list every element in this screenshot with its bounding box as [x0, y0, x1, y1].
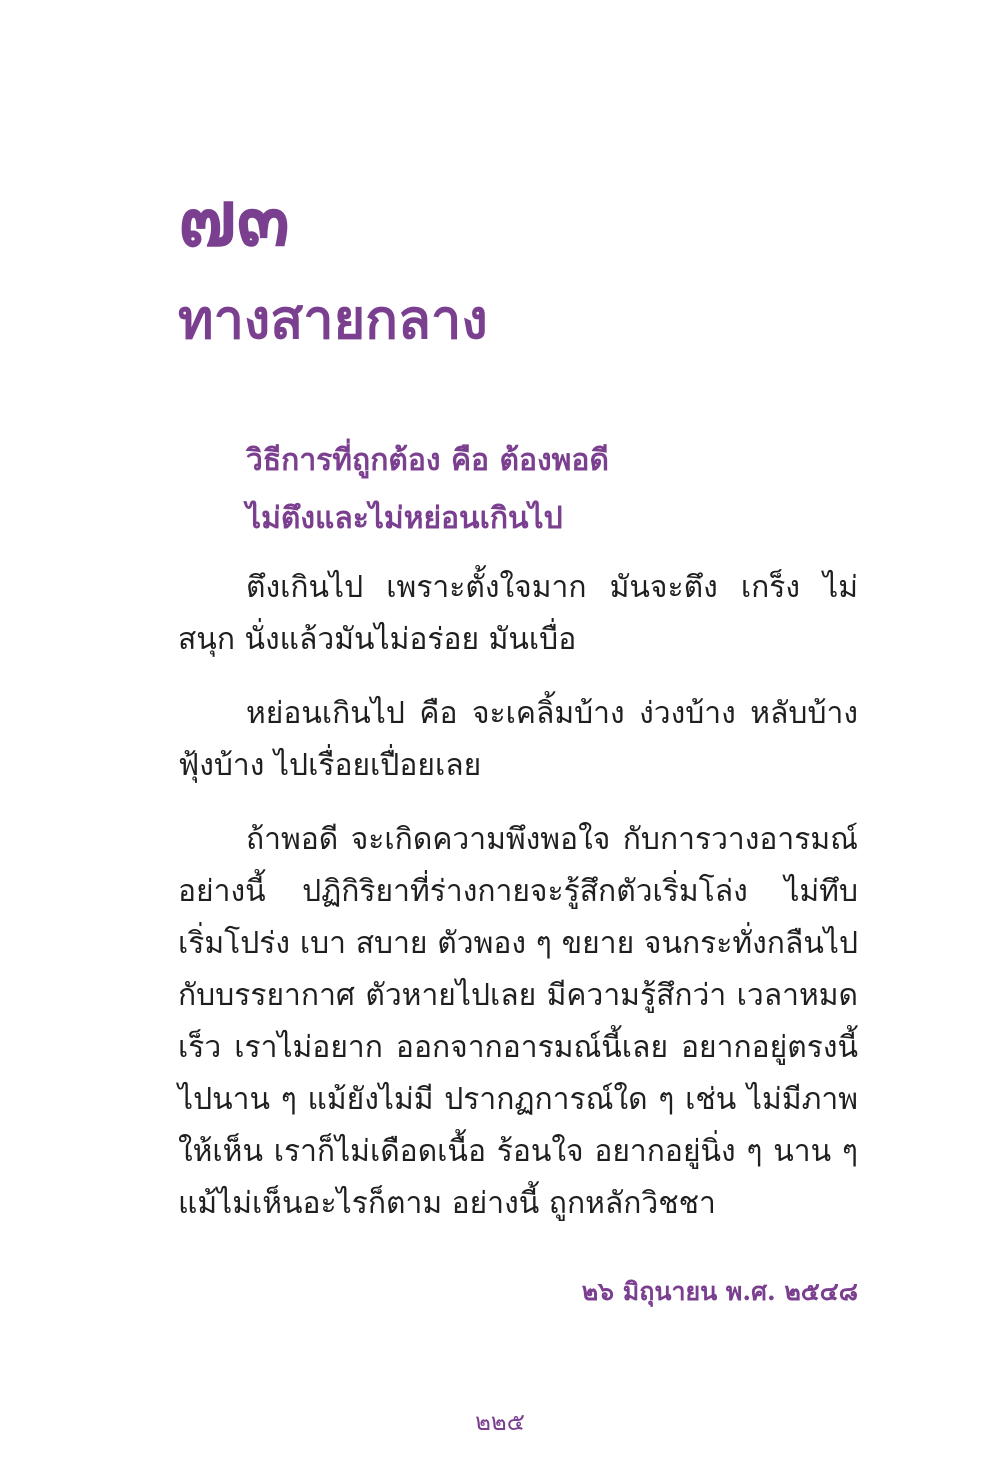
epigraph [246, 432, 866, 548]
page-number: ๒๒๕ [475, 1408, 525, 1436]
chapter-number: ๗๓ [178, 173, 290, 264]
body-text [178, 562, 858, 1252]
paragraph: ถ้าพอดี จะเกิดความพึงพอใจ กับการวางอารมณ์ อย่างนี้ ปฏิกิริยาที่ร่างกายจะรู้สึกตัวเริ่มโล่ง ไม่ทึบ เริ่มโปร่ง เบา สบาย ตัวพอง ๆ ขยาย จนกระทั่งกลืนไปกับบรรยากาศ ตัวหายไปเลย มีความรู้สึกว่า เวลาหมดเร็ว เราไม่อยาก ออกจากอารมณ์นี้เลย อยากอยู่ตรงนี้ไปนาน ๆ แม้ยังไม่มี ปรากฏการณ์ใด ๆ เช่น ไม่มีภาพให้เห็น เราก็ไม่เดือดเนื้อ ร้อนใจ อยากอยู่นิ่ง ๆ นาน ๆ แม้ไม่เห็นอะไรก็ตาม อย่างนี้ ถูกหลักวิชชา [178, 822, 858, 1221]
date-line: ๒๖ มิถุนายน พ.ศ. ๒๕๔๘ [581, 1277, 858, 1306]
paragraph: หย่อนเกินไป คือ จะเคลิ้มบ้าง ง่วงบ้าง หลับบ้าง ฟุ้งบ้าง ไปเรื่อยเปื่อยเลย [178, 696, 858, 783]
epigraph-line: ไม่ตึงและไม่หย่อนเกินไป [246, 501, 563, 536]
epigraph-line: วิธีการที่ถูกต้อง คือ ต้องพอดี [246, 443, 609, 478]
paragraph: ตึงเกินไป เพราะตั้งใจมาก มันจะตึง เกร็ง ไม่สนุก นั่งแล้วมันไม่อร่อย มันเบื่อ [178, 570, 858, 657]
chapter-title: ทางสายกลาง [178, 287, 488, 351]
